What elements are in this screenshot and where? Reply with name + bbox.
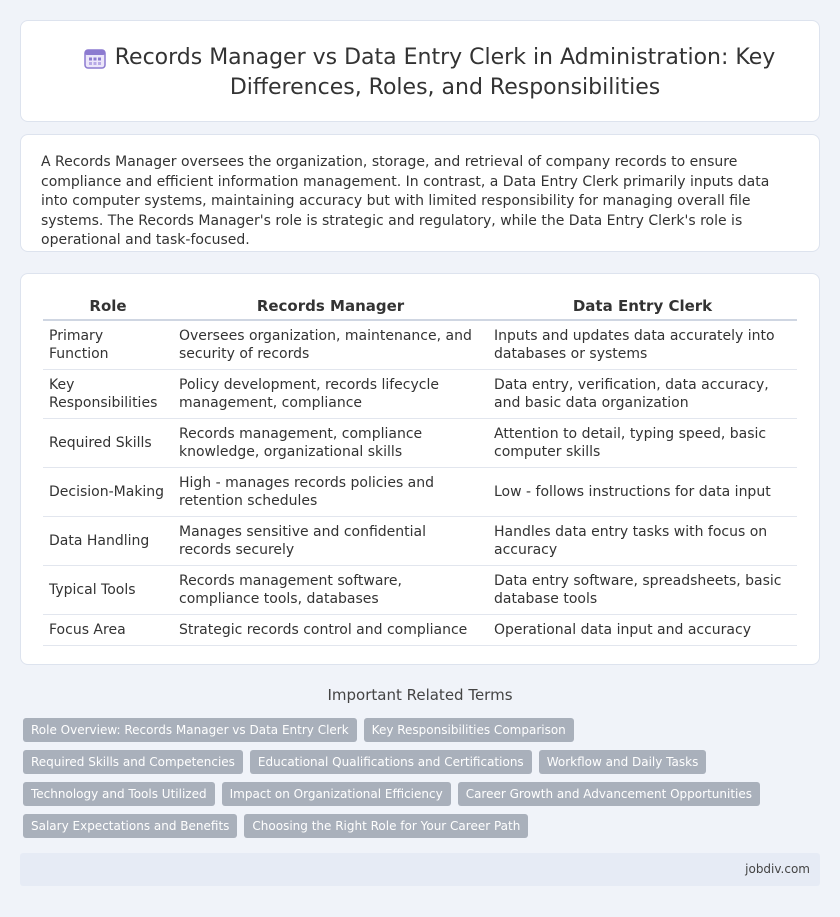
data-entry-clerk-cell: Operational data input and accuracy — [488, 615, 797, 646]
data-entry-clerk-cell: Data entry, verification, data accuracy, and basic data organization — [488, 370, 797, 419]
table-row — [43, 468, 797, 517]
related-term-tag[interactable]: Choosing the Right Role for Your Career Path — [244, 814, 528, 838]
row-label: Typical Tools — [43, 566, 173, 615]
related-term-tag[interactable]: Technology and Tools Utilized — [23, 782, 215, 806]
related-terms-list — [23, 718, 783, 838]
data-entry-clerk-cell: Data entry software, spreadsheets, basic database tools — [488, 566, 797, 615]
data-entry-clerk-cell: Inputs and updates data accurately into databases or systems — [488, 321, 797, 370]
intro-paragraph: A Records Manager oversees the organization, storage, and retrieval of company records to ensure compliance and efficient information management. In contrast, a Data Entry Clerk primarily inputs data into computer systems, maintaining accuracy but with limited responsibility for managing overall file systems. The Records Manager's role is strategic and regulatory, while the Data Entry Clerk's role is operational and task-focused. — [41, 154, 770, 248]
records-manager-cell: Oversees organization, maintenance, and security of records — [173, 321, 488, 370]
table-row — [43, 566, 797, 615]
table-row — [43, 517, 797, 566]
data-entry-clerk-cell: Attention to detail, typing speed, basic computer skills — [488, 419, 797, 468]
related-term-tag[interactable]: Workflow and Daily Tasks — [539, 750, 707, 774]
data-entry-clerk-cell: Handles data entry tasks with focus on accuracy — [488, 517, 797, 566]
row-label: Focus Area — [43, 615, 173, 646]
related-term-tag[interactable]: Required Skills and Competencies — [23, 750, 243, 774]
row-label: Decision-Making — [43, 468, 173, 517]
header-records-manager: Records Manager — [173, 294, 488, 321]
page-title: Records Manager vs Data Entry Clerk in Administration: Key Differences, Roles, and Responsibilities — [114, 45, 776, 100]
related-terms-heading: Important Related Terms — [327, 686, 513, 704]
table-row — [43, 615, 797, 646]
comparison-table-card — [20, 273, 820, 665]
related-term-tag[interactable]: Key Responsibilities Comparison — [364, 718, 574, 742]
records-manager-cell: Policy development, records lifecycle management, compliance — [173, 370, 488, 419]
records-manager-cell: Records management software, compliance tools, databases — [173, 566, 488, 615]
footer — [20, 853, 820, 886]
row-label: Data Handling — [43, 517, 173, 566]
table-row — [43, 419, 797, 468]
related-term-tag[interactable]: Career Growth and Advancement Opportunities — [458, 782, 760, 806]
related-term-tag[interactable]: Educational Qualifications and Certifications — [250, 750, 532, 774]
records-manager-cell: High - manages records policies and retention schedules — [173, 468, 488, 517]
data-entry-clerk-cell: Low - follows instructions for data input — [488, 468, 797, 517]
row-label: Key Responsibilities — [43, 370, 173, 419]
table-row — [43, 370, 797, 419]
calendar-icon — [84, 47, 106, 69]
related-term-tag[interactable]: Impact on Organizational Efficiency — [222, 782, 451, 806]
row-label: Primary Function — [43, 321, 173, 370]
footer-site-link[interactable]: jobdiv.com — [745, 862, 810, 876]
title-card — [20, 20, 820, 122]
intro-card — [20, 134, 820, 252]
table-header-row — [43, 294, 797, 321]
row-label: Required Skills — [43, 419, 173, 468]
related-term-tag[interactable]: Salary Expectations and Benefits — [23, 814, 237, 838]
related-term-tag[interactable]: Role Overview: Records Manager vs Data Entry Clerk — [23, 718, 357, 742]
comparison-table — [43, 294, 797, 646]
records-manager-cell: Strategic records control and compliance — [173, 615, 488, 646]
header-data-entry-clerk: Data Entry Clerk — [488, 294, 797, 321]
header-role: Role — [43, 294, 173, 321]
records-manager-cell: Records management, compliance knowledge, organizational skills — [173, 419, 488, 468]
records-manager-cell: Manages sensitive and confidential records securely — [173, 517, 488, 566]
table-row — [43, 321, 797, 370]
